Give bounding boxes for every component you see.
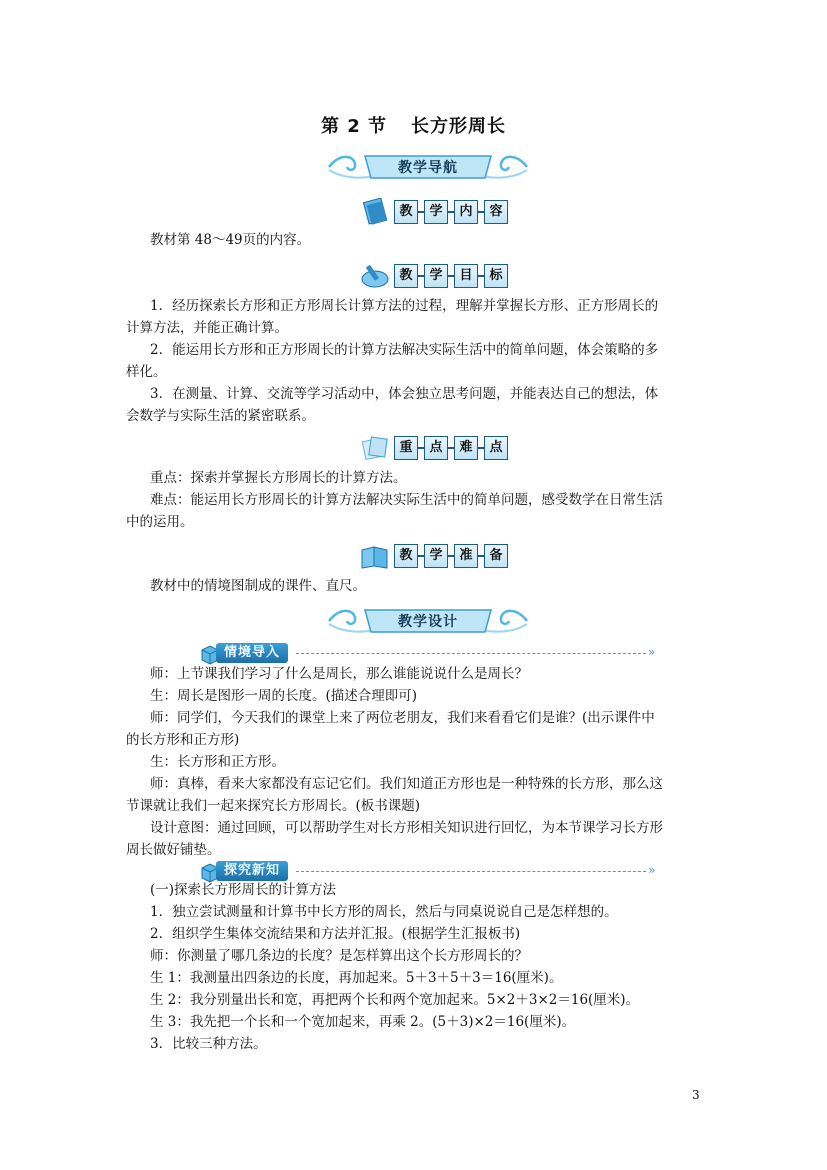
teaching-design-banner [325,604,531,638]
double-chevron-icon: » [648,645,656,659]
text-line: 1．独立尝试测量和计算书中长方形的周长，然后与同桌说说自己是怎样想的。 [150,904,618,920]
teaching-nav-banner [325,150,531,184]
text-line: 教材第 48～49页的内容。 [150,232,311,248]
section-tag-intro [198,642,668,666]
text-line: 重点：探索并掌握长方形周长的计算方法。 [150,470,407,486]
heading-char: 学 [424,544,448,568]
text-line: 3．比较三种方法。 [150,1036,267,1052]
text-line: 生 2：我分别量出长和宽，再把两个长和两个宽加起来。5×2＋3×2＝16(厘米)。 [150,992,640,1008]
text-line: 1．经历探索长方形和正方形周长计算方法的过程，理解并掌握长方形、正方形周长的 [150,298,659,314]
heading-char: 难 [454,436,478,460]
double-chevron-icon: » [648,863,656,877]
heading-char: 内 [454,200,478,224]
heading-char: 点 [424,436,448,460]
heading-char: 容 [484,200,508,224]
text-line: 计算方法，并能正确计算。 [126,320,288,336]
documents-icon [360,434,390,462]
text-line: 的长方形和正方形) [126,732,240,748]
text-line: 生 3：我先把一个长和一个宽加起来，再乘 2。(5＋3)×2＝16(厘米)。 [150,1014,576,1030]
text-line: 生：长方形和正方形。 [150,754,285,770]
text-line: 会数学与实际生活的紧密联系。 [126,408,315,424]
page-title [0,112,827,138]
section-label: 探究新知 [216,861,288,881]
heading-char: 标 [484,264,508,288]
text-line: 周长做好铺垫。 [126,842,221,858]
text-line: 师：同学们，今天我们的课堂上来了两位老朋友，我们来看看它们是谁？(出示课件中 [150,710,655,726]
dashed-rule [296,653,646,654]
heading-char: 点 [484,436,508,460]
section-name: 长方形周长 [411,116,507,137]
banner-label: 教学导航 [398,160,458,176]
heading-char: 教 [394,200,418,224]
text-line: 难点：能运用长方形周长的计算方法解决实际生活中的简单问题，感受数学在日常生活 [150,492,663,508]
text-line: 2．组织学生集体交流结果和方法并汇报。(根据学生汇报板书) [150,926,521,942]
page-number: 3 [692,1088,700,1102]
text-line: 中的运用。 [126,514,194,530]
heading-char: 备 [484,544,508,568]
text-line: 生：周长是图形一周的长度。(描述合理即可) [150,688,418,704]
text-line: 师：上节课我们学习了什么是周长，那么谁能说说什么是周长？ [150,666,528,682]
text-line: 3．在测量、计算、交流等学习活动中，体会独立思考问题，并能表达自己的想法，体 [150,386,659,402]
text-line: 2．能运用长方形和正方形周长的计算方法解决实际生活中的简单问题，体会策略的多 [150,342,659,358]
dashed-rule [296,871,646,872]
heading-char: 教 [394,544,418,568]
heading-char: 目 [454,264,478,288]
pencil-book-icon [360,262,390,290]
section-label: 情境导入 [216,643,288,663]
heading-char: 学 [424,200,448,224]
banner-label: 教学设计 [398,614,458,630]
text-line: 生 1：我测量出四条边的长度，再加起来。5＋3＋5＋3＝16(厘米)。 [150,970,563,986]
book-open-icon [360,542,390,570]
heading-char: 教 [394,264,418,288]
heading-char: 重 [394,436,418,460]
book-icon [360,198,390,226]
text-line: 样化。 [126,364,167,380]
text-line: (一)探索长方形周长的计算方法 [150,882,337,898]
text-line: 节课就让我们一起来探究长方形周长。(板书课题) [126,798,421,814]
heading-char: 学 [424,264,448,288]
text-line: 师：真棒，看来大家都没有忘记它们。我们知道正方形也是一种特殊的长方形，那么这 [150,776,663,792]
text-line: 师：你测量了哪几条边的长度？是怎样算出这个长方形周长的？ [150,948,528,964]
heading-char: 准 [454,544,478,568]
text-line: 教材中的情境图制成的课件、直尺。 [150,578,366,594]
text-line: 设计意图：通过回顾，可以帮助学生对长方形相关知识进行回忆，为本节课学习长方形 [150,820,663,836]
section-number: 第 2 节 [320,116,388,137]
